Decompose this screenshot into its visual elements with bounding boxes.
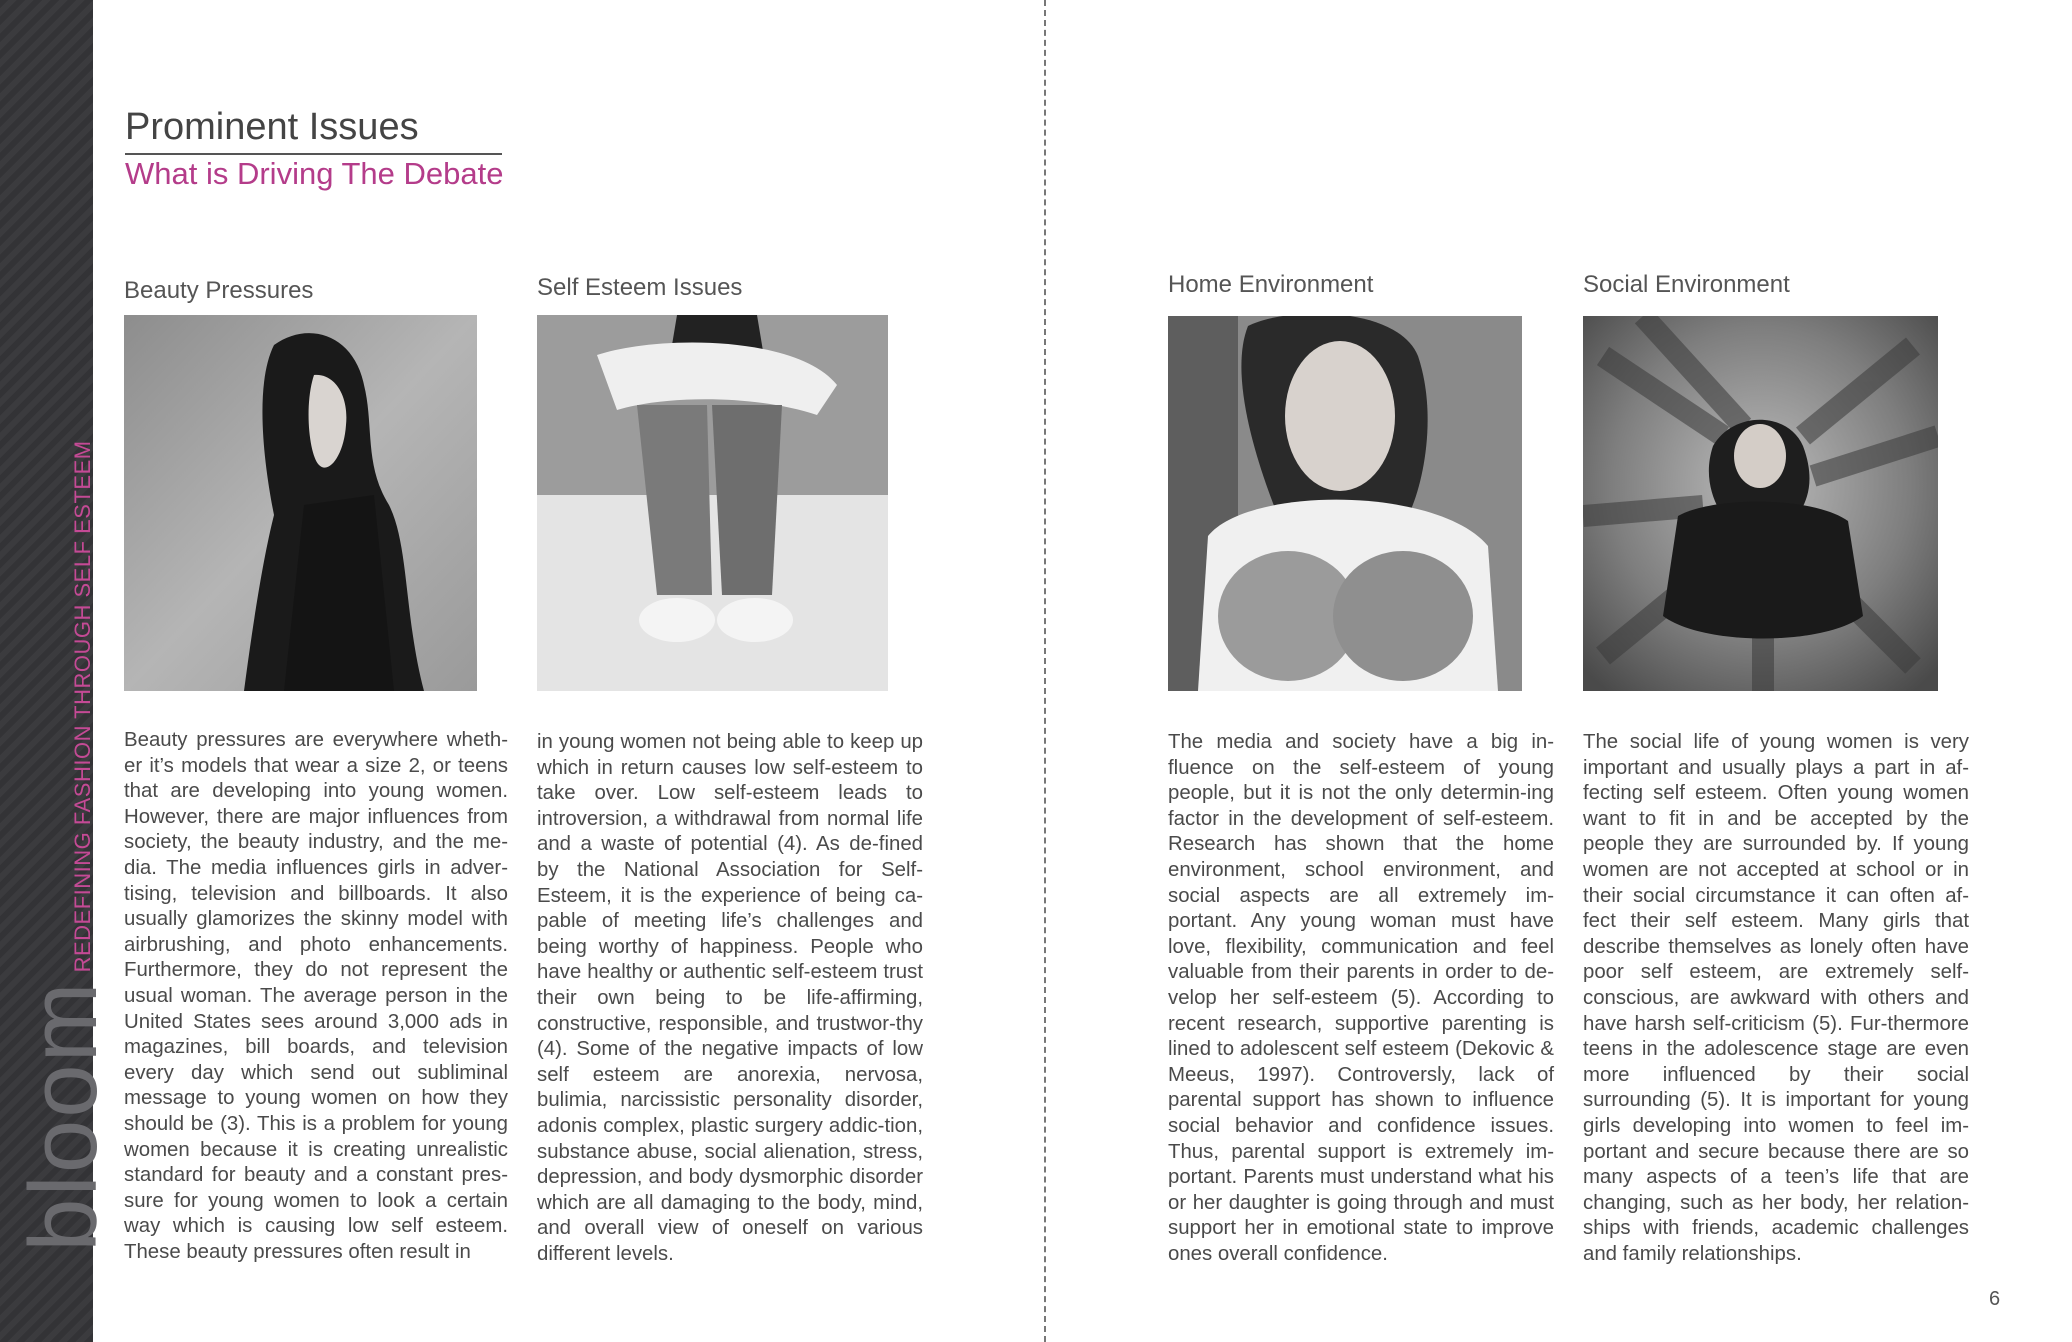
spine-branding [10, 52, 118, 1252]
person-hugging-knees-image [537, 315, 888, 691]
woman-looking-down-image [124, 315, 477, 691]
heading-social-environment: Social Environment [1583, 271, 1790, 298]
woman-holding-knees-image [1168, 316, 1522, 691]
beauty-pressures-text: Beauty pressures are everywhere wheth-er it’s models that wear a size 2, or teens that are developing into young women. However, there are major influences from society, the beauty industry, and the me-dia. The media influences girls in adver-tising, television and billboards. It also usually glamorizes the skinny model with airbrushing, and photo enhancements. Furthermore, they do not represent the usual woman. The average person in the United States sees around 3,000 ads in magazines, bill boards, and television every day which send out subliminal message to young women on how they should be (3). This is a problem for young women because it is creating unrealistic standard for beauty and a constant pres-sure for young women to look a certain way which is causing low self esteem. These beauty pressures often result in [124, 729, 508, 1263]
social-environment-text: The social life of young women is very important and usually plays a part in af-fecting self esteem. Often young women want to fit in and be accepted by the people they are surrounded by. If young women are not accepted at school or in their social circumstance it can often af-fect their self esteem. Many girls that describe themselves as lonely often have poor self esteem, are extremely self-conscious, are awkward with others and have harsh self-criticism (5). Fur-thermore teens in the adolescence stage are even more influenced by their social surrounding (5). It is important for young girls developing into women to feel im-portant and secure because there are so many aspects of a teen’s life that are changing, such as her body, her relation-ships with friends, academic challenges and family relationships. [1583, 731, 1969, 1265]
page-number: 6 [1989, 1288, 2001, 1310]
woman-crouching-blurred-image [1583, 316, 1938, 691]
heading-home-environment: Home Environment [1168, 271, 1374, 298]
woman-holding-knees-photo [1168, 316, 1522, 691]
self-esteem-issues-text: in young women not being able to keep up which in return causes low self-esteem to take over. Low self-esteem leads to introversion, a withdrawal from normal life and a waste of potential (4). As de-fined by the National Association for Self-Esteem, it is the experience of being ca-pable of meeting life’s challenges and being worthy of happiness. People who have healthy or authentic self-esteem trust their own being to be life-affirming, constructive, responsible, and trustwor-thy (4). Some of the negative impacts of low self esteem are anorexia, nervosa, bulimia, narcissistic personality disorder, adonis complex, plastic surgery addic-tion, substance abuse, social alienation, stress, depression, and body dysmorphic disorder which are all damaging to the body, mind, and overall view of oneself on various different levels. [537, 731, 923, 1265]
woman-crouching-blurred-photo [1583, 316, 1938, 691]
home-environment-text: The media and society have a big in-fluence on the self-esteem of young people, but it is not the only determin-ing factor in the development of self-esteem. Research has shown that the home environment, school environment, and social aspects are all extremely im-portant. Any young woman must have love, flexibility, communication and feel valuable from their parents in order to de-velop her self-esteem (5). According to recent research, supportive parenting is lined to adolescent self esteem (Dekovic & Meeus, 1997). Controversly, lack of parental support has shown to influence social behavior and confidence issues. Thus, parental support is extremely im-portant. Parents must understand what his or her daughter is going through and must support her in emotional state to improve ones overall confidence. [1168, 731, 1554, 1265]
woman-looking-down-photo [124, 315, 477, 691]
heading-beauty-pressures: Beauty Pressures [124, 277, 314, 304]
person-hugging-knees-photo [537, 315, 888, 691]
page-fold-divider [1044, 0, 1046, 1342]
page-subtitle: What is Driving The Debate [125, 156, 504, 191]
brand-name: bloom [10, 980, 118, 1252]
brand-tagline: REDEFINING FASHION THROUGH SELF ESTEEM [70, 440, 95, 973]
page-title: Prominent Issues [125, 106, 502, 155]
heading-self-esteem-issues: Self Esteem Issues [537, 274, 743, 301]
